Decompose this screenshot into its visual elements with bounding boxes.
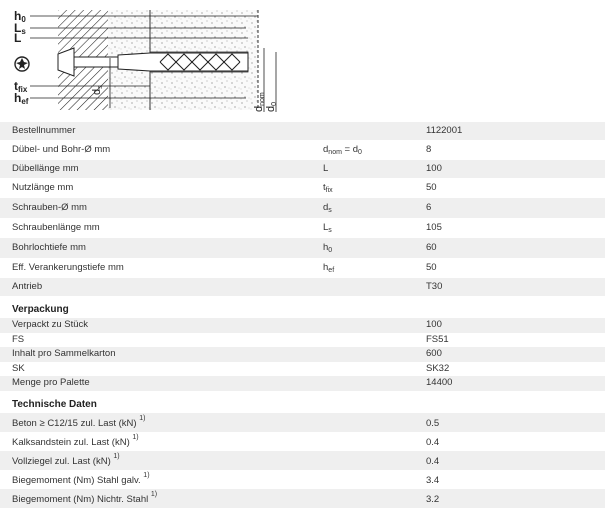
technical-value: 3.4	[426, 474, 440, 486]
packaging-row	[0, 362, 605, 377]
spec-value: 60	[426, 242, 437, 253]
technical-row	[0, 451, 605, 470]
footnote-marker: 1)	[132, 433, 139, 441]
symbol-sub: ef	[328, 267, 335, 274]
spec-label: Dübel- und Bohr-Ø mm	[12, 144, 111, 155]
spec-label: Antrieb	[12, 281, 43, 292]
packaging-row	[0, 333, 605, 348]
hef-label: hef	[14, 91, 29, 106]
packaging-label: FS	[12, 333, 25, 345]
spec-value: 8	[426, 144, 432, 155]
symbol-sub: 0	[328, 247, 333, 254]
technical-row	[0, 413, 605, 432]
spec-label: Bestellnummer	[12, 125, 76, 136]
anchor-diagram	[0, 0, 290, 120]
spec-row	[0, 238, 605, 258]
technical-label	[12, 489, 157, 511]
symbol-sub: fix	[325, 187, 333, 194]
technical-label-text: Vollziegel zul. Last (kN)	[12, 455, 111, 467]
technical-label-text: Kalksandstein zul. Last (kN)	[12, 436, 130, 448]
torx-drive-icon	[15, 57, 29, 71]
spec-row	[0, 178, 605, 198]
spec-row	[0, 278, 605, 296]
spec-value: 100	[426, 163, 442, 174]
spec-symbol	[323, 218, 332, 238]
packaging-row	[0, 347, 605, 362]
spec-value: 50	[426, 182, 437, 193]
spec-label: Eff. Verankerungstiefe mm	[12, 262, 124, 273]
spec-row	[0, 122, 605, 140]
packaging-label: SK	[12, 362, 25, 374]
symbol-main: d	[323, 202, 329, 213]
packaging-label: Verpackt zu Stück	[12, 319, 89, 330]
symbol-main: L	[323, 222, 329, 233]
packaging-label: Inhalt pro Sammelkarton	[12, 348, 116, 359]
technical-value: 0.5	[426, 417, 440, 429]
symbol-sub: s	[328, 227, 332, 234]
technical-label-text: Biegemoment (Nm) Stahl galv.	[12, 474, 141, 486]
spec-value: 50	[426, 262, 437, 273]
technical-label-text: Beton ≥ C12/15 zul. Last (kN)	[12, 417, 137, 429]
spec-symbol	[323, 140, 362, 160]
spec-symbol	[323, 258, 334, 278]
technical-row	[0, 432, 605, 451]
tfix-label: tfix	[14, 79, 28, 94]
packaging-value: FS51	[426, 333, 449, 345]
spec-table	[0, 122, 605, 508]
symbol-sub: s	[328, 207, 332, 214]
spec-label: Nutzlänge mm	[12, 182, 74, 193]
packaging-value: 14400	[426, 377, 453, 388]
symbol-main: h	[323, 242, 329, 253]
symbol-main: L	[323, 163, 329, 174]
spec-label: Dübellänge mm	[12, 163, 79, 174]
spec-row	[0, 160, 605, 178]
symbol-mid: = d	[341, 144, 359, 155]
symbol-main: t	[323, 182, 326, 193]
footnote-marker: 1)	[150, 490, 158, 498]
spec-label: Schraubenlänge mm	[12, 222, 100, 233]
spec-value: 6	[426, 202, 432, 213]
h0-label: h0	[14, 9, 26, 24]
spec-value: 1122001	[426, 125, 463, 136]
packaging-row	[0, 376, 605, 391]
technical-row	[0, 470, 605, 489]
spec-value: 105	[426, 222, 442, 233]
footnote-marker: 1)	[143, 471, 150, 479]
dnom-label: dnom	[253, 92, 266, 112]
spec-label: Bohrlochtiefe mm	[12, 242, 86, 253]
spec-row	[0, 198, 605, 218]
l-label: L	[14, 31, 22, 45]
packaging-title: Verpackung	[12, 304, 69, 315]
footnote-marker: 1)	[139, 414, 146, 422]
spec-symbol	[323, 160, 328, 178]
spec-value: T30	[426, 281, 443, 292]
ls-label: Ls	[14, 21, 26, 36]
symbol-sub: nom	[328, 149, 342, 156]
spec-label: Schrauben-Ø mm	[12, 202, 87, 213]
technical-value: 0.4	[426, 455, 440, 467]
spec-symbol	[323, 238, 332, 258]
spec-row	[0, 140, 605, 160]
technical-label-text: Biegemoment (Nm) Nichtr. Stahl	[12, 493, 149, 505]
packaging-label: Menge pro Palette	[12, 377, 90, 388]
spec-symbol	[323, 178, 333, 198]
technical-row	[0, 489, 605, 508]
spec-symbol	[323, 198, 332, 218]
packaging-value: 600	[426, 348, 442, 359]
spec-row	[0, 218, 605, 238]
packaging-value: 100	[426, 319, 442, 330]
footnote-marker: 1)	[113, 452, 120, 460]
packaging-row	[0, 318, 605, 333]
ds-label: ds	[91, 85, 104, 95]
screw-shank	[74, 57, 118, 67]
spec-row	[0, 258, 605, 278]
technical-value: 0.4	[426, 436, 440, 448]
packaging-value: SK32	[426, 362, 450, 374]
anchor-drawing	[0, 0, 290, 120]
technical-title: Technische Daten	[12, 398, 97, 410]
d0-label: d0	[265, 101, 278, 112]
technical-value: 3.2	[426, 493, 440, 505]
symbol-main: d	[323, 144, 329, 155]
symbol-main: h	[323, 262, 329, 273]
symbol-sub2: 0	[358, 149, 362, 156]
